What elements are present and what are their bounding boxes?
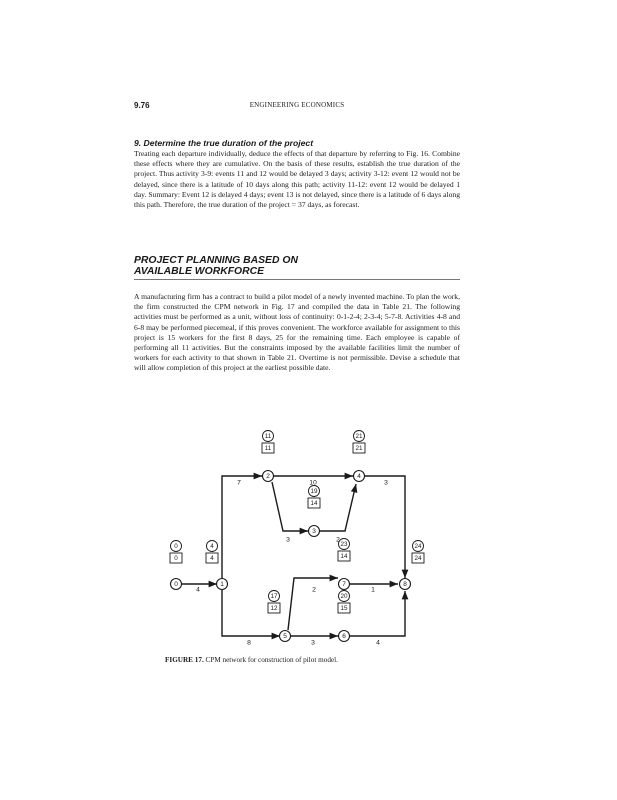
problem-statement: A manufacturing firm has a contract to build a pilot model of a newly invented machine. To plan the work, the firm constructed the CPM network in Fig. 17 and compiled the data in Table 21. The following activities must be performed as a unit, without loss of continuity: 0-1-2-4; 2-3-4; 5-7-8. Activities 4-8 and 6-8 may be performed piecemeal, if this proves convenient. The workforce available for assignment to this project is 15 workers for the first 8 days, 25 for the remaining time. Each employee is capable of performing all 11 activities. But the constraints imposed by the available facilities limit the number of workers for each activity to that shown in Table 21. Overtime is not permissible. Devise a schedule that will allow completion of this project at the earliest possible date. xyxy=(134,292,460,373)
node-1-label: 1 xyxy=(220,581,224,588)
node-1-early-time: 4 xyxy=(210,543,214,550)
node-8-early-time: 24 xyxy=(414,543,422,550)
node-4-late-time: 21 xyxy=(355,445,363,452)
duration-3-4: 2 xyxy=(336,536,340,544)
node-2-late-time: 11 xyxy=(264,445,272,452)
node-4-label: 4 xyxy=(357,473,361,480)
duration-5-7: 2 xyxy=(312,586,316,594)
running-head xyxy=(134,101,460,113)
arrow-6-8 xyxy=(350,591,405,636)
node-0-late-time: 0 xyxy=(174,555,178,562)
duration-7-8: 1 xyxy=(371,586,375,594)
node-1-late-time: 4 xyxy=(210,555,214,562)
book-title: ENGINEERING ECONOMICS xyxy=(249,101,345,109)
node-8-label: 8 xyxy=(403,581,407,588)
step-body: Treating each departure individually, deduce the effects of that departure by referring to Fig. 16. Combine these effects where they are cumulative. On the basis of these results, establish the true duration of the project. Thus activity 3-9: events 11 and 12 would be delayed 3 days; activity 3-12: event 12 would not be delayed, since there is a latitude of 10 days along this path; activity 11-12: event 12 would be delayed 1 day. Summary: Event 12 is delayed 4 days; event 13 is not delayed, since there is a latitude of 6 days along this path. Therefore, the true duration of the project = 37 days, as forecast. xyxy=(134,149,460,210)
node-3-late-time: 14 xyxy=(310,500,318,507)
arrow-2-3 xyxy=(272,482,308,531)
node-5-late-time: 12 xyxy=(270,605,278,612)
step-heading: 9. Determine the true duration of the project xyxy=(134,138,314,148)
section-heading-line-2: AVAILABLE WORKFORCE xyxy=(134,266,265,277)
duration-5-6: 3 xyxy=(311,639,315,647)
node-6-label: 6 xyxy=(342,633,346,640)
node-2-label: 2 xyxy=(266,473,270,480)
node-7-early-time: 23 xyxy=(340,541,348,548)
node-8-late-time: 24 xyxy=(414,555,422,562)
duration-4-8: 3 xyxy=(384,479,388,487)
arrow-3-4 xyxy=(320,484,356,531)
node-5-label: 5 xyxy=(283,633,287,640)
node-7-late-time: 14 xyxy=(340,553,348,560)
node-4-early-time: 21 xyxy=(355,433,363,440)
node-0-early-time: 0 xyxy=(174,543,178,550)
duration-0-1: 4 xyxy=(196,586,200,594)
node-6-early-time: 20 xyxy=(340,593,348,600)
arrow-1-2 xyxy=(222,476,262,578)
duration-2-3: 3 xyxy=(286,536,290,544)
arrow-4-8 xyxy=(365,476,405,578)
section-heading-line-1: PROJECT PLANNING BASED ON xyxy=(134,255,298,266)
node-2-early-time: 11 xyxy=(264,433,272,440)
node-5-early-time: 17 xyxy=(270,593,278,600)
section-heading xyxy=(134,255,460,280)
cpm-network-diagram xyxy=(165,433,435,652)
duration-1-5: 8 xyxy=(247,639,251,647)
node-3-label: 3 xyxy=(312,528,316,535)
duration-6-8: 4 xyxy=(376,639,380,647)
figure-caption-label: FIGURE 17. xyxy=(165,656,204,664)
figure-caption-text: CPM network for construction of pilot model. xyxy=(205,656,338,664)
duration-1-2: 7 xyxy=(237,479,241,487)
node-3-early-time: 19 xyxy=(310,488,318,495)
step-9 xyxy=(134,138,460,210)
figure-caption xyxy=(165,656,338,664)
node-7-label: 7 xyxy=(342,581,346,588)
node-0-label: 0 xyxy=(174,581,178,588)
duration-2-4: 10 xyxy=(309,479,317,487)
page-number: 9.76 xyxy=(134,101,150,110)
node-6-late-time: 15 xyxy=(340,605,348,612)
